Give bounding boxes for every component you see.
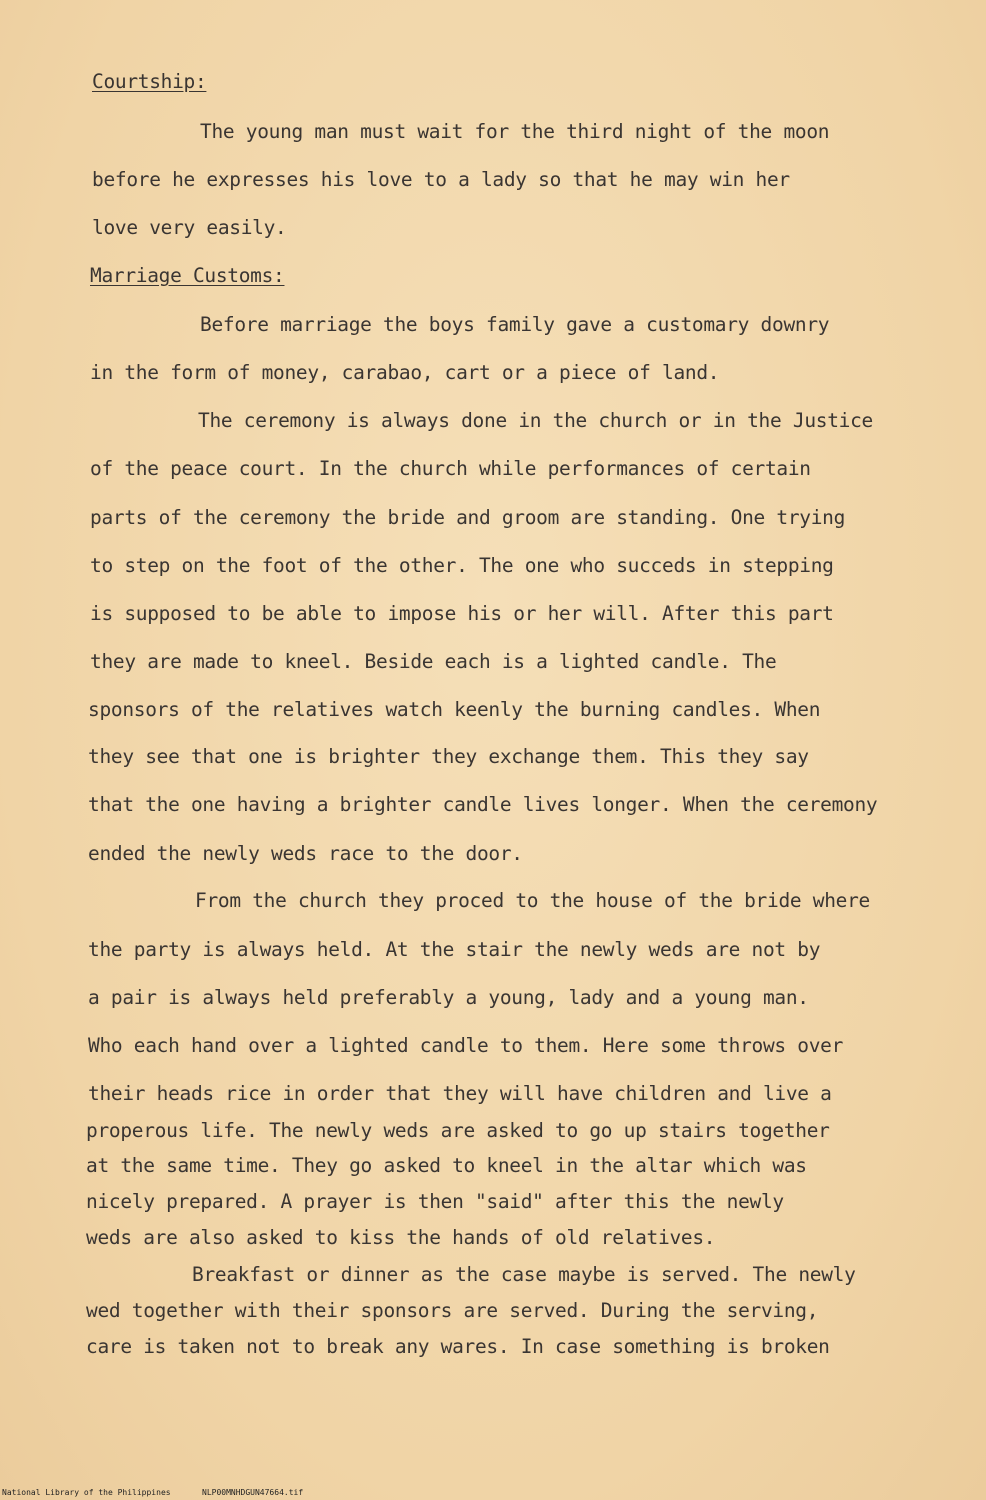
footer-library-name: National Library of the Philippines xyxy=(2,1488,171,1497)
text-line: that the one having a brighter candle lives longer. When the ceremony xyxy=(88,793,878,816)
text-line: weds are also asked to kiss the hands of old relatives. xyxy=(86,1226,716,1249)
text-line: their heads rice in order that they will have children and live a xyxy=(88,1082,832,1105)
text-line: care is taken not to break any wares. In case something is broken xyxy=(86,1335,830,1358)
text-line: Who each hand over a lighted candle to them. Here some throws over xyxy=(88,1034,844,1057)
text-line: love very easily. xyxy=(92,216,287,239)
text-line: a pair is always held preferably a young, lady and a young man. xyxy=(88,986,809,1009)
text-line: wed together with their sponsors are served. During the serving, xyxy=(86,1299,819,1322)
text-line: From the church they proced to the house of the bride where xyxy=(195,889,870,912)
text-line: before he expresses his love to a lady so that he may win her xyxy=(92,168,790,191)
footer-file-id: NLP00MNHDGUN47664.tif xyxy=(202,1488,304,1497)
section-heading-courtship: Courtship: xyxy=(92,70,207,93)
text-line: parts of the ceremony the bride and groom are standing. One trying xyxy=(90,506,846,529)
text-line: the party is always held. At the stair the newly weds are not by xyxy=(88,938,821,961)
text-line: at the same time. They go asked to kneel in the altar which was xyxy=(86,1154,807,1177)
text-line: The young man must wait for the third night of the moon xyxy=(200,120,830,143)
text-line: sponsors of the relatives watch keenly the burning candles. When xyxy=(88,698,821,721)
text-line: of the peace court. In the church while performances of certain xyxy=(90,457,811,480)
text-line: they see that one is brighter they exchange them. This they say xyxy=(88,745,809,768)
section-heading-marriage-customs: Marriage Customs: xyxy=(90,264,285,287)
text-line: to step on the foot of the other. The one who succeds in stepping xyxy=(90,554,834,577)
text-line: they are made to kneel. Beside each is a lighted candle. The xyxy=(90,650,777,673)
text-line: properous life. The newly weds are asked to go up stairs together xyxy=(86,1119,830,1142)
text-line: ended the newly weds race to the door. xyxy=(88,842,523,865)
text-line: The ceremony is always done in the church or in the Justice xyxy=(198,409,873,432)
text-line: Breakfast or dinner as the case maybe is served. The newly xyxy=(192,1263,856,1286)
text-line: nicely prepared. A prayer is then "said" after this the newly xyxy=(86,1190,784,1213)
text-line: in the form of money, carabao, cart or a piece of land. xyxy=(90,361,720,384)
text-line: Before marriage the boys family gave a customary downry xyxy=(200,313,830,336)
text-line: is supposed to be able to impose his or her will. After this part xyxy=(90,602,834,625)
